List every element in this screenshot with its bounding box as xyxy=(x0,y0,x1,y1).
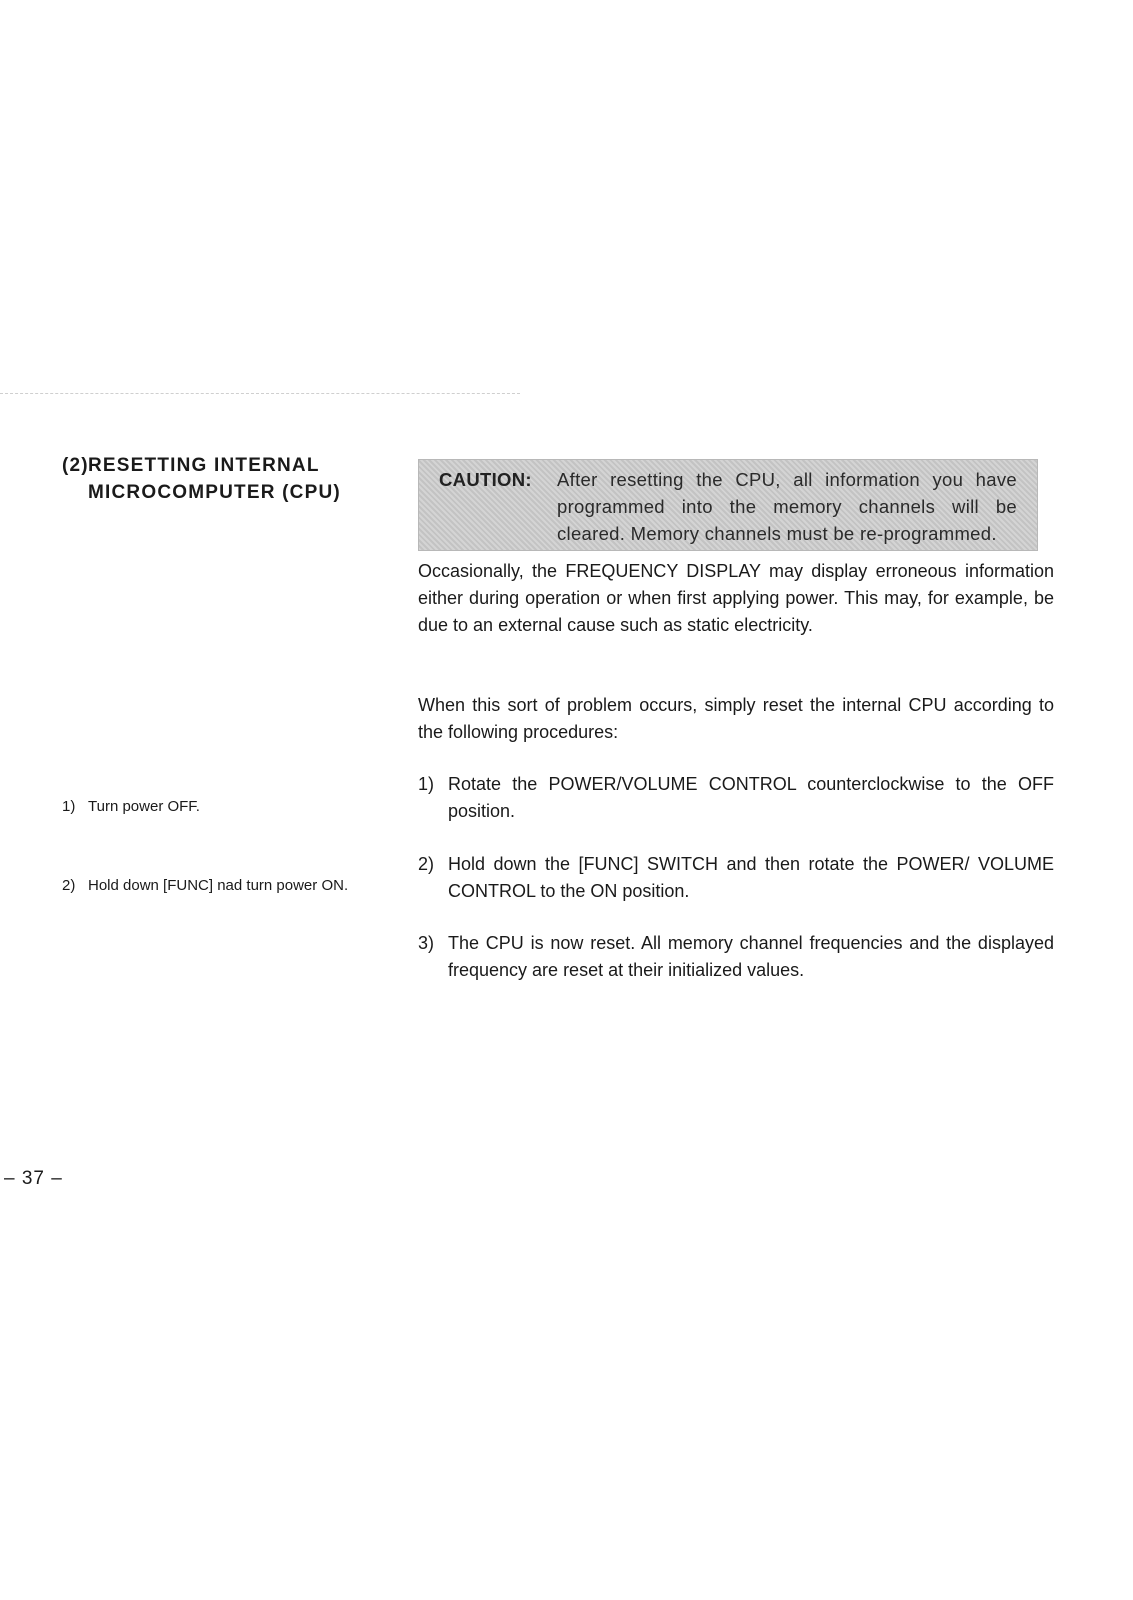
step-text: Rotate the POWER/VOLUME CONTROL counterclockwise to the OFF position. xyxy=(448,774,1054,821)
step-text: The CPU is now reset. All memory channel frequencies and the displayed frequency are reset at their initialized values. xyxy=(448,933,1054,980)
caution-box xyxy=(418,459,1038,551)
step-number: 2) xyxy=(418,854,435,874)
procedure-intro: When this sort of problem occurs, simply reset the internal CPU according to the following procedures: xyxy=(418,695,1054,742)
caution-text: After resetting the CPU, all information you have programmed into the memory channels will be cleared. Memory channels must be re-programmed. xyxy=(557,469,1017,544)
step-2 xyxy=(418,851,1054,905)
top-divider xyxy=(0,393,520,394)
side-note-text: Hold down [FUNC] nad turn power ON. xyxy=(88,877,349,894)
section-title-line1: RESETTING INTERNAL xyxy=(88,455,320,476)
caution-label: CAUTION: xyxy=(439,469,532,490)
page-number: – 37 – xyxy=(4,1168,63,1189)
intro-paragraph: Occasionally, the FREQUENCY DISPLAY may display erroneous information either during operation or when first applying power. This may, for example, be due to an external cause such as static electricity. xyxy=(418,561,1054,635)
step-1 xyxy=(418,771,1054,825)
side-note-1 xyxy=(62,795,362,819)
step-3 xyxy=(418,930,1054,984)
section-number: (2) xyxy=(62,455,89,476)
step-number: 1) xyxy=(418,774,435,794)
section-title-line2: MICROCOMPUTER (CPU) xyxy=(88,482,341,503)
side-note-text: Turn power OFF. xyxy=(88,798,200,815)
step-text: Hold down the [FUNC] SWITCH and then rotate the POWER/ VOLUME CONTROL to the ON position. xyxy=(448,854,1054,901)
side-note-number: 1) xyxy=(62,798,76,815)
side-note-2 xyxy=(62,874,362,898)
section-heading xyxy=(62,452,341,506)
side-note-number: 2) xyxy=(62,877,76,894)
step-number: 3) xyxy=(418,933,435,953)
